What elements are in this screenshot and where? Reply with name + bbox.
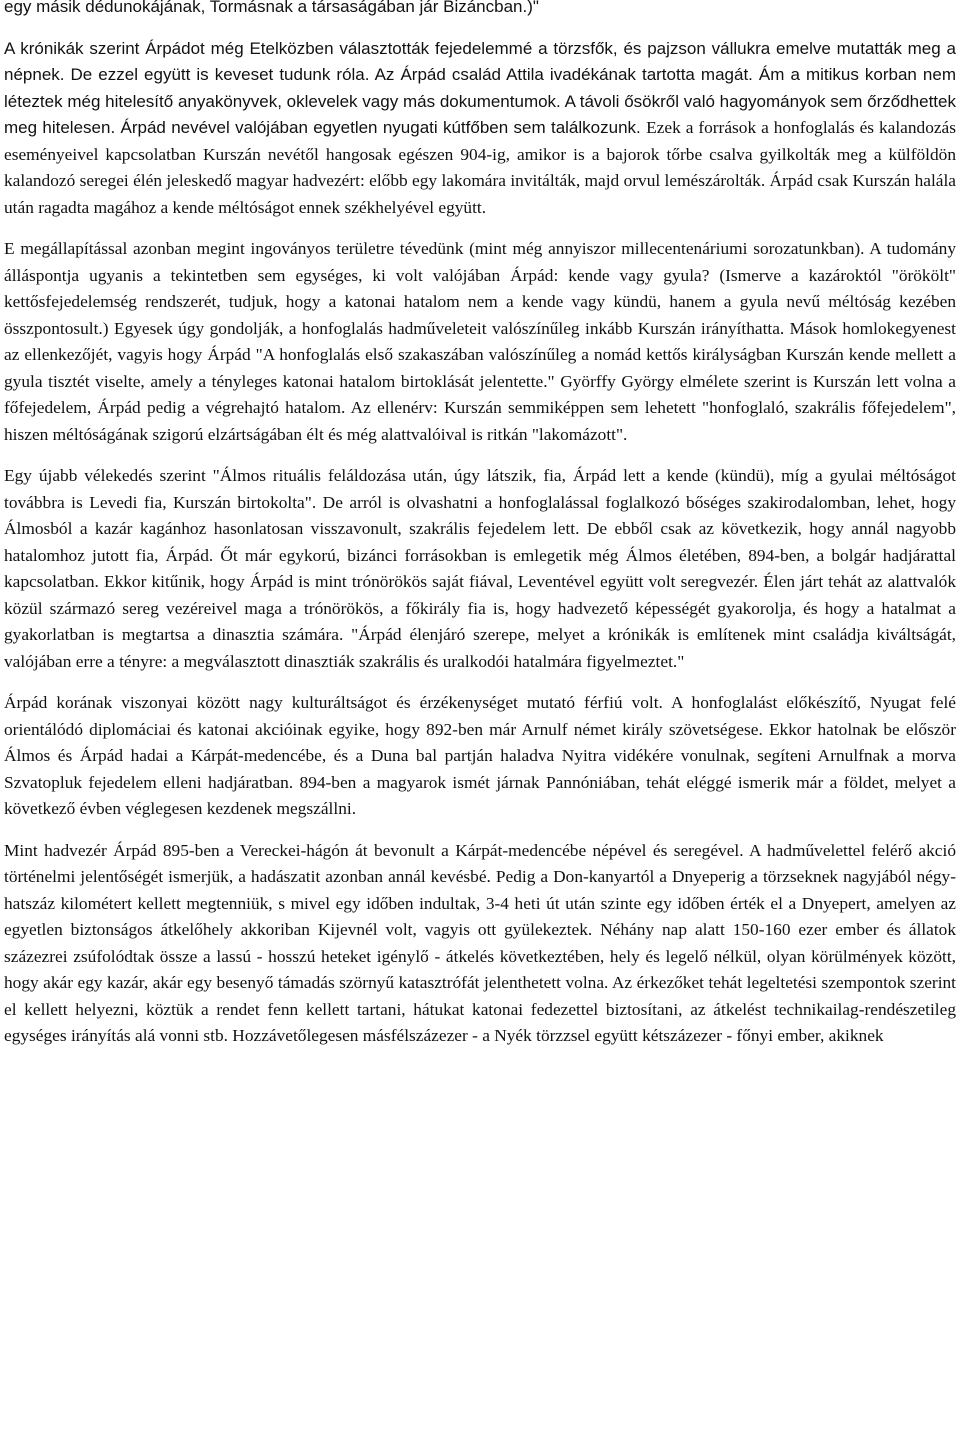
paragraph-2-text-a: A krónikák szerint Árpádot még Etelközben választották fejedelemmé a törzsfők, és pajzson vállukra emelve mutatták meg a népnek. De ezzel együtt is keveset tudunk róla. Az Árpád család Attila ivadékának tartotta magát. Ám a mitikus korban nem léteztek még hitelesítő anyakönyvek, oklevelek vagy más dokumentumok. A távoli ősökről való hagyományok sem őrződhettek meg hitelesen. Árpád nevével valójában egyetlen nyugati kútfőben sem találkozunk. [4,38,956,137]
paragraph-5 [4,690,956,823]
paragraph-3-text: E megállapítással azonban megint ingoványos területre tévedünk (mint még annyiszor millecentenáriumi sorozatunkban). A tudomány álláspontja ugyanis a tekintetben sem egységes, ki volt valójában Árpád: kende vagy gyula? (Ismerve a kazároktól "örökölt" kettősfejedelemség rendszerét, tudjuk, hogy a katonai hatalom nem a kende vagy kündü, hanem a gyula nevű méltóság kezében összpontosult.) Egyesek úgy gondolják, a honfoglalás hadműveleteit valószínűleg inkább Kurszán irányíthatta. Mások homlokegyenest az ellenkezőjét, vagyis hogy Árpád "A honfoglalás első szakaszában valószínűleg a nomád kettős királyságban Kurszán kende mellett a gyula tisztét viselte, amely a tényleges katonai hatalom birtoklását jelentette." Györffy György elmélete szerint is Kurszán lett volna a főfejedelem, Árpád pedig a végrehajtó hatalom. Az ellenérv: Kurszán semmiképpen sem lehetett "honfoglaló, szakrális főfejedelem", hiszen méltóságának szigorú elzártságában élt és még alattvalóival is ritkán "lakomázott". [4,239,956,444]
paragraph-6-text: Mint hadvezér Árpád 895-ben a Vereckei-hágón át bevonult a Kárpát-medencébe népével és seregével. A hadművelettel felérő akció történelmi jelentőségét ismerjük, a hadászatit azonban annál kevésbé. Pedig a Don-kanyartól a Dnyeperig a törzseknek nagyjából négy-hatszáz kilométert kellett megtenniük, s mivel egy időben indultak, 3-4 heti út után szinte egy időben érték el a Dnyepert, amelyen az egyetlen biztonságos átkelőhely akkoriban Kijevnél volt, vagyis ott gyülekeztek. Néhány nap alatt 150-160 ezer ember és állatok százezrei zsúfolódtak össze a lassú - hosszú heteket igénylő - átkelés következtében, hely és legelő nélkül, olyan körülmények között, hogy akár egy kazár, akár egy besenyő támadás szörnyű katasztrófát jelenthetett volna. Az érkezőket tehát legeltetési szempontok szerint el kellett helyezni, köztük a rendet fenn kellett tartani, hátukat katonai fedezettel biztosítani, az átkelést technikailag-rendészetileg egységes irányítás alá vonni stb. Hozzávetőlegesen másfélszázezer - a Nyék törzzsel együtt kétszázezer - főnyi ember, akiknek [4,840,956,1045]
paragraph-3 [4,236,956,448]
paragraph-1 [4,0,956,21]
paragraph-4-text: Egy újabb vélekedés szerint "Álmos rituális feláldozása után, úgy látszik, fia, Árpád lett a kende (kündü), míg a gyulai méltóságot továbbra is Levedi fia, Kurszán birtokolta". De arról is olvashatni a honfoglalással foglalkozó bőséges szakirodalomban, lehet, hogy Álmosból a kazár kagánhoz hasonlatosan visszavonult, szakrális fejedelem lett. De ebből csak az következik, hogy annál nagyobb hatalomhoz jutott fia, Árpád. Őt már egykorú, bizánci forrásokban is emlegetik még Álmos életében, 894-ben, a bolgár hadjárattal kapcsolatban. Ekkor kitűnik, hogy Árpád is mint trónörökös saját fiával, Leventével együtt volt seregvezér. Élen járt tehát az alattvalók közül származó sereg vezéreivel maga a trónörökös, a főkirály fia is, hogy hadvezető képességét gyakorolja, és hogy a hatalmat a gyakorlatban is megtartsa a dinasztia számára. "Árpád élenjáró szerepe, melyet a krónikák is említenek mint családja kiváltságát, valójában erre a tényre: a megválasztott dinasztiák szakrális és uralkodói hatalmára figyelmeztet." [4,466,956,671]
paragraph-2 [4,36,956,222]
paragraph-5-text: Árpád korának viszonyai között nagy kulturáltságot és érzékenységet mutató férfiú volt. A honfoglalást előkészítő, Nyugat felé orientálódó diplomáciai és katonai akcióinak egyike, hogy 892-ben már Arnulf német király szövetségese. Ekkor hatolnak be először Álmos és Árpád hadai a Kárpát-medencébe, és a Duna bal partján haladva Nyitra vidékére vonulnak, segíteni Arnulfnak a morva Szvatopluk fejedelem elleni hadjáratban. 894-ben a magyarok ismét járnak Pannóniában, tehát eléggé ismerik már a földet, melyet a következő évben véglegesen kezdenek megszállni. [4,693,956,818]
paragraph-4 [4,463,956,675]
paragraph-2-text-b: Ezek a források a honfoglalás és kalandozás eseményeivel kapcsolatban Kurszán nevétől hangosak egészen 904-ig, amikor is a bajorok tőrbe csalva gyilkolták meg a külföldön kalandozó seregei élén jeleskedő magyar hadvezért: előbb egy lakomára invitálták, majd orvul lemészárolták. Árpád csak Kurszán halála után ragadta magához a kende méltóságot ennek székhelyével együtt. [4,118,957,217]
paragraph-6 [4,838,956,1050]
paragraph-1-text: egy másik dédunokájának, Tormásnak a társaságában jár Bizáncban.)" [4,0,539,16]
